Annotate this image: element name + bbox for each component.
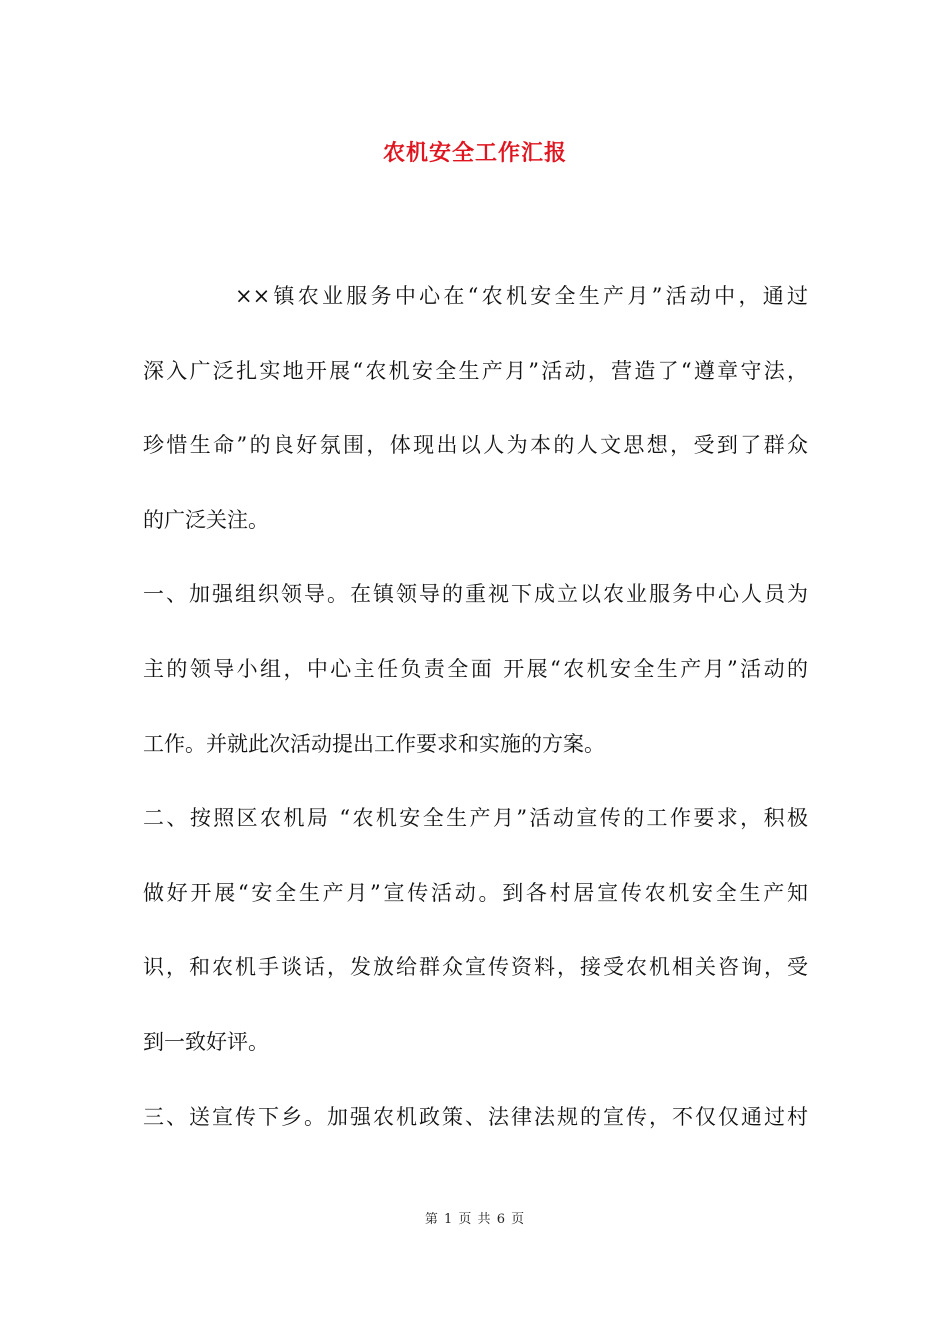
- body-line: 三、送宣传下乡。加强农机政策、法律法规的宣传，不仅仅通过村: [143, 1104, 808, 1129]
- body-line: 珍惜生命”的良好氛围，体现出以人为本的人文思想，受到了群众: [143, 433, 808, 458]
- body-line: 工作。并就此次活动提出工作要求和实施的方案。: [143, 731, 605, 756]
- body-line: 一、加强组织领导。在镇领导的重视下成立以农业服务中心人员为: [143, 582, 808, 607]
- body-line: ××镇农业服务中心在“农机安全生产月”活动中，通过: [235, 284, 808, 308]
- body-line: 到一致好评。: [143, 1029, 269, 1054]
- body-line: 深入广泛扎实地开展“农机安全生产月”活动，营造了“遵章守法，: [143, 358, 808, 383]
- body-line: 主的领导小组，中心主任负责全面 开展“农机安全生产月”活动的: [143, 656, 808, 681]
- document-body: [143, 271, 808, 1166]
- body-line: 做好开展“安全生产月”宣传活动。到各村居宣传农机安全生产知: [143, 880, 808, 905]
- body-line: 二、按照区农机局 “农机安全生产月”活动宣传的工作要求，积极: [143, 806, 808, 831]
- document-title: 农机安全工作汇报: [382, 140, 567, 166]
- body-line: 的广泛关注。: [143, 507, 269, 532]
- body-line: 识，和农机手谈话，发放给群众宣传资料，接受农机相关咨询，受: [143, 955, 808, 980]
- page-number-footer: 第 1 页 共 6 页: [424, 1212, 526, 1227]
